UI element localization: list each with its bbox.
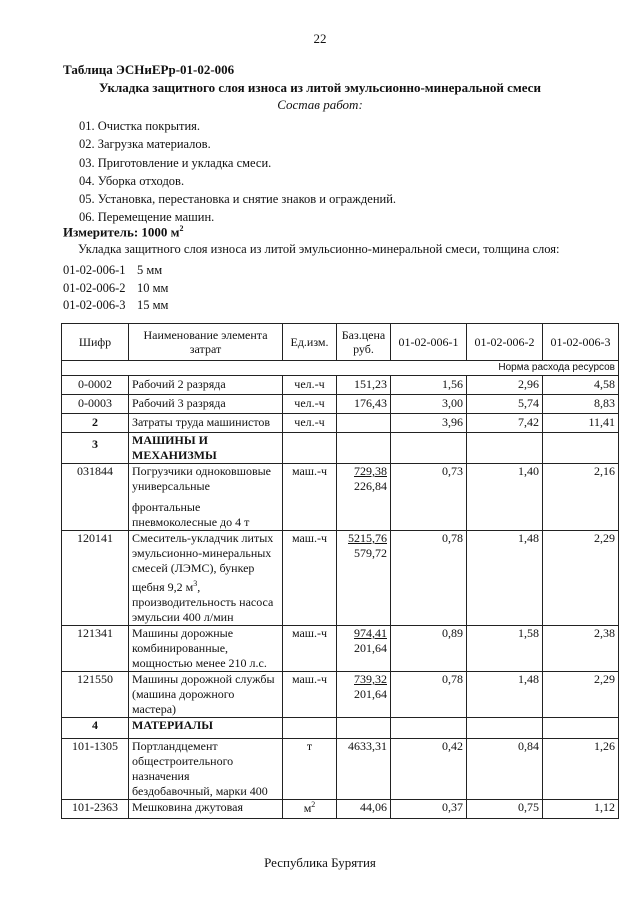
footer-text: Республика Бурятия <box>264 855 376 870</box>
cell-name: Рабочий 3 разряда <box>129 395 283 414</box>
unit-main: м <box>303 801 312 815</box>
cell-code: 120141 <box>62 531 129 626</box>
cell-v1: 0,37 <box>391 800 467 819</box>
cell-price <box>337 672 391 718</box>
table-code: Таблица ЭСНиЕРр-01-02-006 <box>63 62 235 77</box>
cell-code: 121341 <box>62 626 129 672</box>
table-title: Укладка защитного слоя износа из литой эмульсионно-минеральной смеси <box>99 80 541 95</box>
variant-code: 01-02-006-1 <box>63 263 126 277</box>
cell-v1: 1,56 <box>391 376 467 395</box>
cell-price: 176,43 <box>337 395 391 414</box>
variant-code: 01-02-006-3 <box>63 298 126 312</box>
cell-name-main: Портландцемент общестроительного назначения <box>132 739 234 783</box>
variant-value: 10 мм <box>137 280 169 295</box>
cell-v2: 1,48 <box>467 672 543 718</box>
cell-name <box>129 464 283 531</box>
price-total: 5215,76 <box>348 531 387 545</box>
cell-v1: 3,96 <box>391 414 467 433</box>
header-unit: Ед.изм. <box>283 324 337 361</box>
variants-list <box>63 262 168 315</box>
cell-unit <box>283 800 337 819</box>
cell-unit: маш.-ч <box>283 672 337 718</box>
variant-item <box>63 297 168 315</box>
cell-code: 101-1305 <box>62 739 129 800</box>
work-item: 04. Уборка отходов. <box>79 173 185 188</box>
section-title: МАТЕРИАЛЫ <box>129 718 283 739</box>
cell-name-cont: фронтальные пневмоколесные до 4 т <box>132 500 250 529</box>
price-wage: 226,84 <box>354 479 387 493</box>
cell-unit: чел.-ч <box>283 376 337 395</box>
cell-name <box>129 739 283 800</box>
cell-v3: 2,29 <box>543 531 619 626</box>
cell-name: Машины дорожной службы (машина дорожного мастера) <box>129 672 283 718</box>
cell-unit: маш.-ч <box>283 626 337 672</box>
cell-price: 4633,31 <box>337 739 391 800</box>
cell-price <box>337 414 391 433</box>
cell-v2: 0,84 <box>467 739 543 800</box>
cell-name-main: Смеситель-укладчик литых эмульсионно-минеральных смесей (ЛЭМС), бункер щебня 9,2 м <box>132 531 274 594</box>
work-item: 01. Очистка покрытия. <box>79 119 201 133</box>
cell-price <box>337 626 391 672</box>
cell-v3: 1,12 <box>543 800 619 819</box>
price-wage: 201,64 <box>354 641 387 655</box>
cell-name: Машины дорожные комбинированные, мощностью менее 210 л.с. <box>129 626 283 672</box>
cell-unit: т <box>283 739 337 800</box>
cell-v2: 0,75 <box>467 800 543 819</box>
cell-v3: 1,26 <box>543 739 619 800</box>
intro-text: Укладка защитного слоя износа из литой эмульсионно-минеральной смеси, толщина слоя: <box>78 242 560 256</box>
cell-v1: 0,78 <box>391 531 467 626</box>
measure-sup: 2 <box>179 224 184 233</box>
cell-v3: 4,58 <box>543 376 619 395</box>
cell-v2: 1,40 <box>467 464 543 531</box>
cell-price: 151,23 <box>337 376 391 395</box>
measure-label: Измеритель: 1000 м <box>63 224 180 240</box>
unit-sup: 2 <box>311 800 316 809</box>
cell-name: Рабочий 2 разряда <box>129 376 283 395</box>
works-list <box>79 117 396 227</box>
cell-unit: чел.-ч <box>283 395 337 414</box>
header-name: Наименование элемента затрат <box>129 324 283 361</box>
variant-value: 15 мм <box>137 298 169 312</box>
cell-name-cont: бездобавочный, марки 400 <box>132 784 268 798</box>
cell-code: 121550 <box>62 672 129 718</box>
work-item: 02. Загрузка материалов. <box>79 137 211 152</box>
price-total: 739,32 <box>354 672 387 686</box>
cell-price <box>337 531 391 626</box>
section-title: МАШИНЫ И МЕХАНИЗМЫ <box>129 433 283 464</box>
header-code: Шифр <box>62 324 129 361</box>
cell-v1: 3,00 <box>391 395 467 414</box>
header-variant-2: 01-02-006-2 <box>467 324 543 361</box>
work-item: 06. Перемещение машин. <box>79 210 215 225</box>
cell-code: 0-0003 <box>62 395 129 414</box>
table-row <box>62 376 619 395</box>
cell-code: 101-2363 <box>62 800 129 819</box>
price-total: 729,38 <box>354 464 387 478</box>
resources-table <box>61 323 619 819</box>
norm-label: Норма расхода ресурсов <box>62 361 619 376</box>
cell-code: 0-0002 <box>62 376 129 395</box>
cell-name: Затраты труда машинистов <box>129 414 283 433</box>
cell-v2: 5,74 <box>467 395 543 414</box>
price-wage: 201,64 <box>354 687 387 701</box>
cell-v2: 1,48 <box>467 531 543 626</box>
cell-name-sup: 3 <box>193 579 198 588</box>
header-variant-3: 01-02-006-3 <box>543 324 619 361</box>
cell-unit: маш.-ч <box>283 464 337 531</box>
table-row <box>62 626 619 672</box>
cell-v3: 2,38 <box>543 626 619 672</box>
table-row <box>62 414 619 433</box>
cell-v3: 11,41 <box>543 414 619 433</box>
measure-unit <box>63 224 184 240</box>
header-variant-1: 01-02-006-1 <box>391 324 467 361</box>
cell-v1: 0,78 <box>391 672 467 718</box>
variant-value: 5 мм <box>137 263 163 277</box>
page-number: 22 <box>313 31 327 46</box>
variant-code: 01-02-006-2 <box>63 280 126 295</box>
work-item: 03. Приготовление и укладка смеси. <box>79 155 272 170</box>
works-heading: Состав работ: <box>277 97 363 112</box>
cell-v1: 0,89 <box>391 626 467 672</box>
header-price: Баз.цена руб. <box>337 324 391 361</box>
table-row <box>62 395 619 414</box>
cell-name: Мешковина джутовая <box>129 800 283 819</box>
table-row <box>62 800 619 819</box>
table-row <box>62 464 619 531</box>
work-item: 05. Установка, перестановка и снятие знаков и ограждений. <box>79 192 397 207</box>
cell-v1: 0,73 <box>391 464 467 531</box>
table-row <box>62 672 619 718</box>
section-row-machines <box>62 433 619 464</box>
cell-unit: чел.-ч <box>283 414 337 433</box>
table-row <box>62 739 619 800</box>
cell-v3: 2,29 <box>543 672 619 718</box>
cell-v2: 7,42 <box>467 414 543 433</box>
cell-v2: 2,96 <box>467 376 543 395</box>
section-code: 4 <box>62 718 129 739</box>
cell-v2: 1,58 <box>467 626 543 672</box>
cell-unit: маш.-ч <box>283 531 337 626</box>
cell-code: 031844 <box>62 464 129 531</box>
variant-item <box>63 262 168 280</box>
cell-name-tail: , производительность насоса эмульсии 400 л/мин <box>132 580 274 624</box>
cell-name-main: Погрузчики одноковшовые универсальные <box>132 464 272 493</box>
price-total: 974,41 <box>354 626 387 640</box>
cell-code: 2 <box>62 414 129 433</box>
cell-price: 44,06 <box>337 800 391 819</box>
section-code: 3 <box>62 433 129 464</box>
section-row-materials <box>62 718 619 739</box>
cell-v3: 8,83 <box>543 395 619 414</box>
cell-v1: 0,42 <box>391 739 467 800</box>
table-row <box>62 531 619 626</box>
cell-price <box>337 464 391 531</box>
cell-v3: 2,16 <box>543 464 619 531</box>
price-wage: 579,72 <box>354 546 387 560</box>
variant-item <box>63 280 168 298</box>
cell-name <box>129 531 283 626</box>
